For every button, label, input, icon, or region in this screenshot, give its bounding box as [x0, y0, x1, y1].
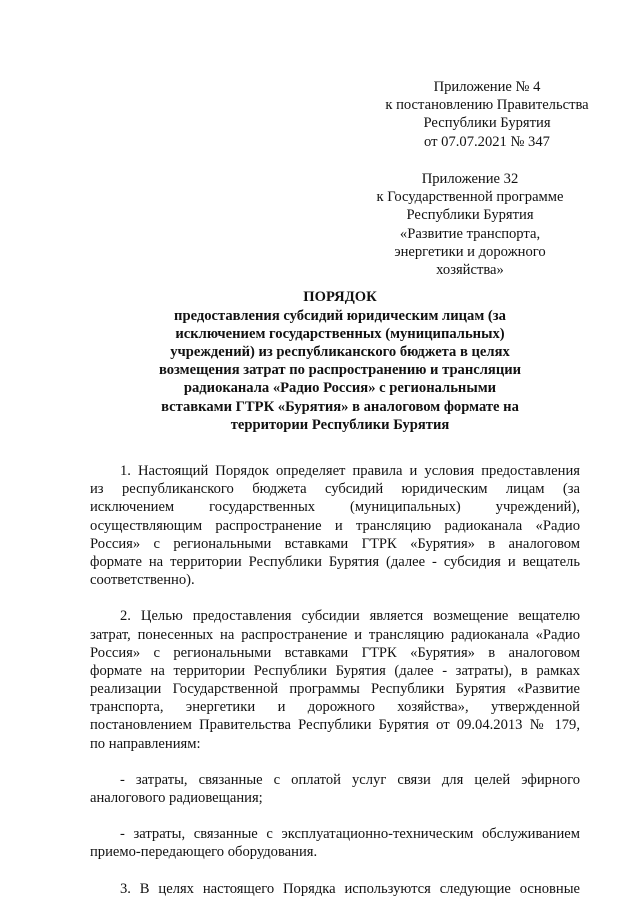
paragraph-line: Россия» с региональными вставками ГТРК «Бурятия» в аналоговом [90, 535, 580, 552]
title-line: исключением государственных (муниципальных) [175, 326, 505, 343]
appendix-reference-program [320, 170, 620, 279]
paragraph-line: из республиканского бюджета субсидий юридическим лицам (за [90, 481, 580, 498]
title-line: территории Республики Бурятия [230, 416, 450, 433]
title-line: предоставления субсидий юридическим лицам (за [174, 308, 506, 325]
appendix-line: хозяйства» [436, 262, 504, 279]
title-line: радиоканала «Радио Россия» с региональными [183, 380, 497, 397]
paragraph-line: осуществляющим распространение и трансляцию радиоканала «Радио [90, 517, 580, 534]
title-line: вставками ГТРК «Бурятия» в аналоговом формате на [161, 398, 519, 415]
appendix-line: к Государственной программе [376, 189, 564, 206]
body-paragraph [90, 607, 580, 753]
title-heading: ПОРЯДОК [303, 289, 377, 305]
paragraph-line: 1. Настоящий Порядок определяет правила и условия предоставления [120, 463, 580, 479]
paragraph-line: формате на территории Республики Бурятия (далее - субсидия и вещатель [90, 553, 580, 570]
body-paragraph [90, 771, 580, 807]
paragraph-line: реализации Государственной программы Республики Бурятия «Развитие [90, 681, 580, 698]
paragraph-line: соответственно). [90, 572, 195, 589]
paragraph-line: Россия» с региональными вставками ГТРК «Бурятия» в аналоговом [90, 644, 580, 661]
paragraph-line: формате на территории Республики Бурятия (далее - затраты), в рамках [90, 662, 580, 679]
paragraph-line: - затраты, связанные с оплатой услуг связи для целей эфирного [120, 771, 580, 788]
paragraph-line: затрат, понесенных на распространение и трансляцию радиоканала «Радио [90, 626, 580, 643]
paragraph-line: исключением государственных (муниципальных) учреждений), [90, 499, 580, 516]
appendix-line: Приложение 32 [421, 171, 519, 187]
paragraph-line: 3. В целях настоящего Порядка используются следующие основные [120, 880, 580, 897]
paragraph-line: 2. Целью предоставления субсидии является возмещение вещателю [120, 608, 580, 625]
body-paragraph [90, 880, 580, 898]
paragraph-line: приемо-передающего оборудования. [90, 844, 318, 861]
paragraph-line: - затраты, связанные с эксплуатационно-техническим обслуживанием [120, 826, 580, 843]
paragraph-line: постановлением Правительства Республики Бурятия от 09.04.2013 № 179, [90, 717, 580, 734]
paragraph-line: аналогового радиовещания; [90, 790, 263, 806]
appendix-line: от 07.07.2021 № 347 [424, 133, 550, 150]
appendix-line: к постановлению Правительства [385, 97, 589, 114]
paragraph-line: по направлениям: [90, 735, 201, 752]
title-line: возмещения затрат по распространению и трансляции [158, 362, 522, 379]
appendix-line: «Развитие транспорта, [399, 225, 541, 242]
title-line: учреждений) из республиканского бюджета в целях [170, 344, 510, 361]
body-paragraph [90, 462, 580, 589]
document-body [90, 462, 580, 916]
appendix-line: Республики Бурятия [423, 115, 551, 132]
appendix-line: Республики Бурятия [406, 207, 534, 224]
paragraph-line: транспорта, энергетики и дорожного хозяйства», утвержденной [90, 699, 580, 716]
appendix-reference-resolution [352, 78, 622, 151]
body-paragraph [90, 825, 580, 861]
document-title [110, 288, 570, 434]
appendix-line: энергетики и дорожного [394, 243, 546, 260]
appendix-line: Приложение № 4 [433, 79, 541, 95]
